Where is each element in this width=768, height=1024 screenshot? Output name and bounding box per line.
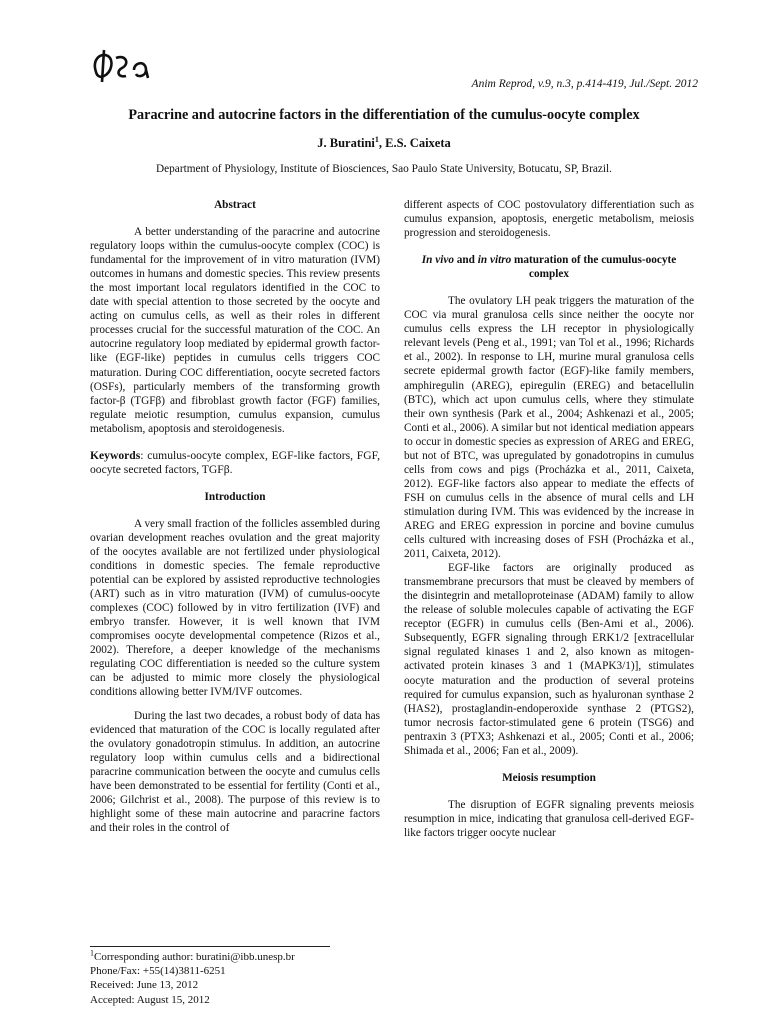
abstract-heading: Abstract [214,199,256,211]
keywords-label: Keywords [90,448,141,462]
keywords [90,449,380,477]
author-line [0,136,768,151]
footnotes [90,950,380,1007]
right-column [404,198,694,840]
journal-logo-icon [90,46,154,86]
author-name: , E.S. Caixeta [378,136,451,150]
introduction-paragraph: During the last two decades, a robust body of data has evidenced that maturation of the COC is locally regulated after the ovulatory gonadotropin stimulus. In addition, an autocrine regulatory loop within cumulus cells and a bidirectional paracrine communication between the oocyte and cumulus cells have been demonstrated to be essential for fertility (Conti et al., 2006; Gilchrist et al., 2008). The purpose of this review is to highlight some of these main autocrine and paracrine factors and their roles in the control of [90,709,380,834]
author-footnote-mark: 1 [374,134,379,144]
maturation-paragraph: EGF-like factors are originally produced as transmembrane precursors that must be cleaved by members of the disintegrin and metalloproteinase (ADAM) family to allow the release of soluble molecules capable of activating the EGF receptor (EGFR) in cumulus cells (Ben-Ami et al., 2006). Subsequently, EGFR signaling through ERK1/2 [extracellular signal regulated kinases 1 and 2, also known as mitogen-activated protein kinases 3 and 1 (MAPK3/1)], stimulates oocyte maturation and the production of several proteins required for cumulus expansion, such as hyaluronan synthase 2 (HAS2), prostaglandin-endoperoxide synthase 2 (PTGS2), tumor necrosis factor-stimulated gene 6 protein (TSG6) and pentraxin 3 (PTX3; Ashkenazi et al., 2005; Conti et al., 2006; Shimada et al., 2006; Fan et al., 2009). [404,562,694,757]
footnote-corresponding: $^1$Corresponding author: buratini@ibb.unesp.br [90,948,295,963]
abstract-text: A better understanding of the paracrine and autocrine regulatory loops within the cumulus-oocyte complex (COC) is fundamental for the improvement of in vitro maturation (IVM) outcomes in humans and domestic species. This review presents the most important local regulators identified in the COC to date with special attention to those secreted by the oocyte and acting on cumulus cells, as well as their roles in different processes crucial for the successful maturation of the COC. An autocrine regulatory loop mediated by epidermal growth factor-like (EGF-like) peptides in cumulus cells triggers COC maturation. During COC differentiation, oocyte secreted factors (OSFs), particularly members of the transforming growth factor-β (TGFβ) and fibroblast growth factor (FGF) families, regulate meiotic resumption, cumulus expansion, cumulus metabolism, apoptosis and steroidogenesis. [90,226,380,435]
introduction-paragraph: A very small fraction of the follicles assembled during ovarian development reaches ovulation and the great majority of the oocytes available are not fertilized under physiological conditions in domestic species. The female reproductive potential can be explored by assisted reproductive technologies (ART) such as in vitro maturation (IVM) of cumulus-oocyte complexes (COC) followed by in vitro fertilization (IVF) and embryo transfer. However, it is well known that IVM compromises oocyte developmental competence (Rizos et al., 2002). Therefore, a deeper knowledge of the mechanisms regulating COC differentiation is needed so the culture system can be adjusted to mimic more closely the physiological conditions allowing better IVM/IVF outcomes. [90,517,380,699]
section-heading-meiosis: Meiosis resumption [502,771,596,784]
section-heading-maturation: In vivo and in vitro maturation of the cumulus-oocyte complex [421,254,677,281]
meiosis-paragraph: The disruption of EGFR signaling prevents meiosis resumption in mice, indicating that granulosa cell-derived EGF-like factors trigger oocyte nuclear [404,798,694,839]
author-name: J. Buratini [317,136,375,150]
article-title: Paracrine and autocrine factors in the differentiation of the cumulus-oocyte complex [128,107,640,123]
introduction-paragraph-continued: different aspects of COC postovulatory differentiation such as cumulus expansion, apoptosis, energetic metabolism, meiosis progression and steroidogenesis. [404,199,694,240]
maturation-paragraph: The ovulatory LH peak triggers the maturation of the COC via mural granulosa cells since neither the oocyte nor cumulus cells express the LH receptor in physiologically relevant levels (Peng et al., 1991; van Tol et al., 1996; Richards et al., 2002). In response to LH, murine mural granulosa cells secrete epidermal growth factor (EGF)-like family members, amphiregulin (AREG), epiregulin (EREG) and betacellulin (BTC), which act upon cumulus cells, where they stimulate their own synthesis (Park et al., 2004; Ashkenazi et al., 2005; Conti et al., 2006). A similar but not identical mediation appears to occur in domestic species as expression of AREG and EREG, but not of BTC, was upregulated by gonadotropins in cumulus cells from cows and pigs (Procházka et al., 2011, Caixeta, 2012). EGF-like factors also appear to mediate the effects of FSH on cumulus cells in the absence of mural cells and LH stimulation during IVM. This was evidenced by the increase in AREG and EREG expression in porcine and bovine cumulus cells cultured with increasing doses of FSH (Procházka et al., 2011, Caixeta, 2012). [404,295,694,561]
footnote-phone: Phone/Fax: +55(14)3811-6251 [90,965,226,978]
journal-reference: Anim Reprod, v.9, n.3, p.414-419, Jul./Sept. 2012 [471,78,698,90]
footnote-divider [90,946,330,947]
left-column [90,198,380,835]
footnote-received: Received: June 13, 2012 [90,979,199,992]
footnote-accepted: Accepted: August 15, 2012 [90,993,210,1006]
keywords-text: : cumulus-oocyte complex, EGF-like factors, FGF, oocyte secreted factors, TGFβ. [90,448,380,476]
affiliation: Department of Physiology, Institute of Biosciences, Sao Paulo State University, Botucatu, SP, Brazil. [155,163,612,175]
introduction-heading: Introduction [204,490,266,503]
